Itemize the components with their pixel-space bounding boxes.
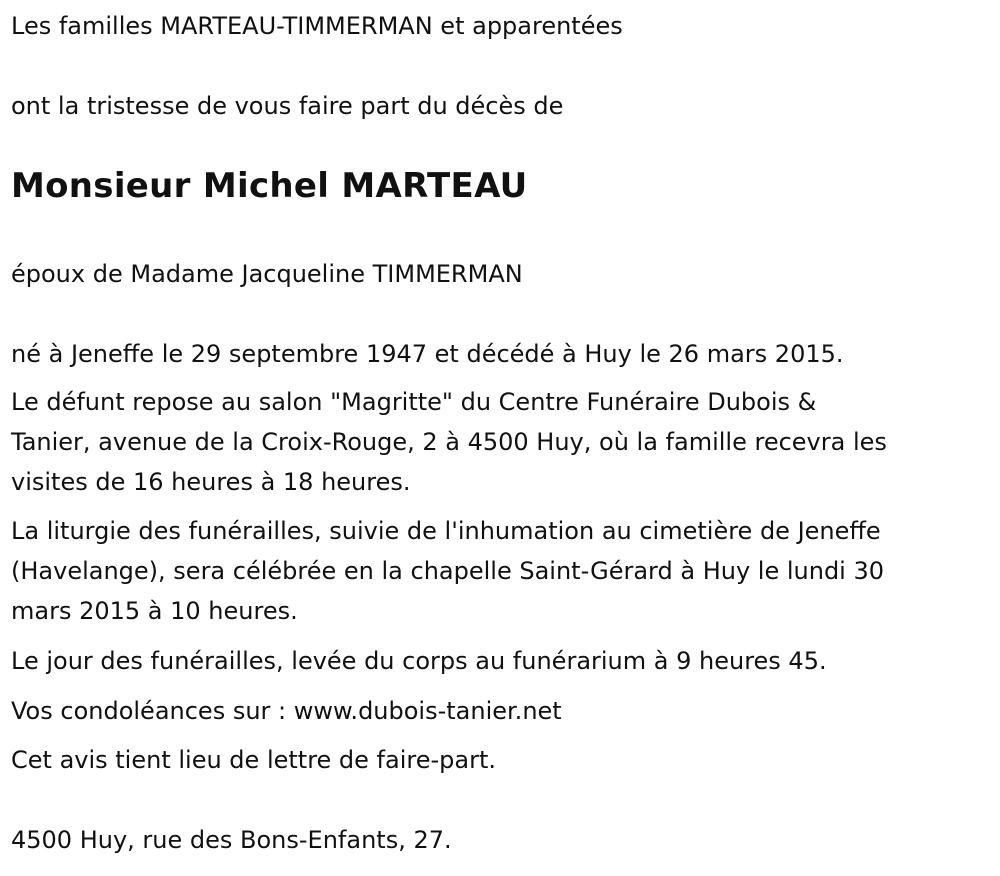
repose-line-2: Tanier, avenue de la Croix-Rouge, 2 à 4500 Huy, où la famille recevra les xyxy=(11,428,887,456)
letter-notice-line: Cet avis tient lieu de lettre de faire-part. xyxy=(11,746,496,774)
repose-line-3: visites de 16 heures à 18 heures. xyxy=(11,468,411,496)
deceased-name: Monsieur Michel MARTEAU xyxy=(11,166,528,206)
address-line: 4500 Huy, rue des Bons-Enfants, 27. xyxy=(11,826,452,854)
birth-death-line: né à Jeneffe le 29 septembre 1947 et décédé à Huy le 26 mars 2015. xyxy=(11,340,844,368)
families-line: Les familles MARTEAU-TIMMERMAN et apparentées xyxy=(11,12,623,40)
liturgy-line-2: (Havelange), sera célébrée en la chapelle Saint-Gérard à Huy le lundi 30 xyxy=(11,557,885,585)
repose-line-1: Le défunt repose au salon "Magritte" du Centre Funéraire Dubois & xyxy=(11,388,817,416)
announcement-line: ont la tristesse de vous faire part du décès de xyxy=(11,92,564,120)
liturgy-line-3: mars 2015 à 10 heures. xyxy=(11,597,298,625)
spouse-line: époux de Madame Jacqueline TIMMERMAN xyxy=(11,260,523,288)
liturgy-line-1: La liturgie des funérailles, suivie de l'inhumation au cimetière de Jeneffe xyxy=(11,517,881,545)
condolences-line: Vos condoléances sur : www.dubois-tanier.net xyxy=(11,697,562,725)
funeral-day-line: Le jour des funérailles, levée du corps au funérarium à 9 heures 45. xyxy=(11,647,827,675)
